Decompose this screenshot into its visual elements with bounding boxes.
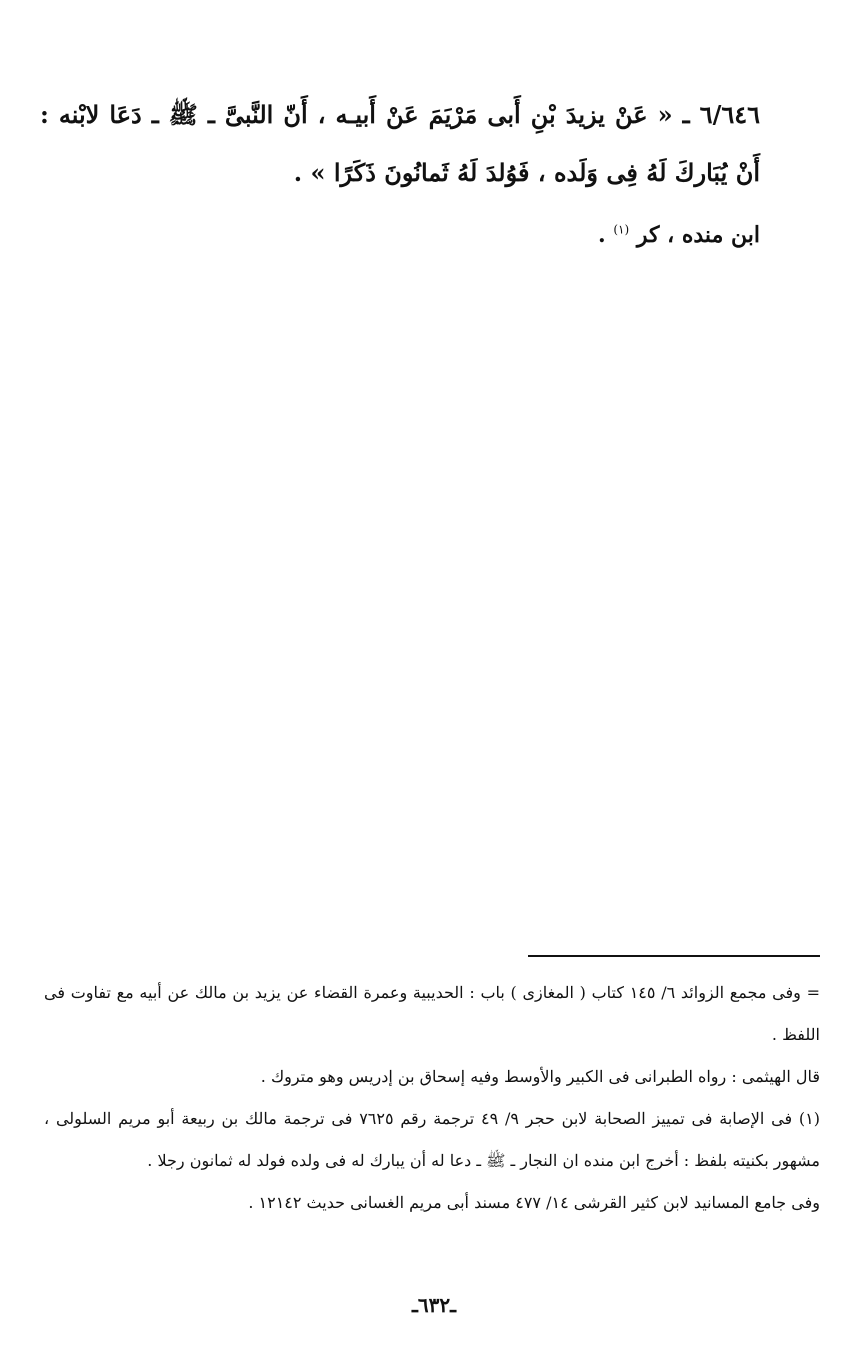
page-number: ـ٦٣٢ـ: [412, 1293, 456, 1317]
source-end: .: [597, 222, 606, 248]
footnote-jami: وفى جامع المسانيد لابن كثير القرشى ١٤/ ٤٧٧ مسند أبى مريم الغسانى حديث ١٢١٤٢ .: [248, 1193, 820, 1212]
footnote-haythami: قال الهيثمى : رواه الطبرانى فى الكبير والأوسط وفيه إسحاق بن إدريس وهو متروك .: [260, 1067, 820, 1086]
footnote-marker[interactable]: (١): [613, 222, 630, 237]
hadith-source: [598, 222, 760, 248]
footnotes: [44, 972, 820, 1224]
hadith-text: ٦/٦٤٦ ـ « عَنْ يزيدَ بْنِ أَبى مَرْيَمَ عَنْ أَبيـه ، أَنّ النَّبىَّ ـ ﷺ ـ دَعَا لابْنه : أَنْ يُبَاركَ لَهُ فِى وَلَده ، فَوُلدَ لَهُ ثَمانُونَ ذَكَرًا » .: [40, 100, 760, 187]
footnote-1: (١) فى الإصابة فى تمييز الصحابة لابن حجر ٩/ ٤٩ ترجمة رقم ٧٦٢٥ فى ترجمة مالك بن ربيعة أبو مريم السلولى ، مشهور بكنيته بلفظ : أخرج ابن منده ان النجار ـ ﷺ ـ دعا له أن يبارك له فى ولده فولد له ثمانون رجلا .: [44, 1109, 820, 1170]
footnote-divider: [528, 955, 820, 957]
footnote-continuation: = وفى مجمع الزوائد ٦/ ١٤٥ كتاب ( المغازى ) باب : الحديبية وعمرة القضاء عن يزيد بن مالك عن أبيه مع تفاوت فى اللفظ .: [44, 983, 821, 1044]
source-text: ابن منده ، كر: [636, 222, 760, 248]
